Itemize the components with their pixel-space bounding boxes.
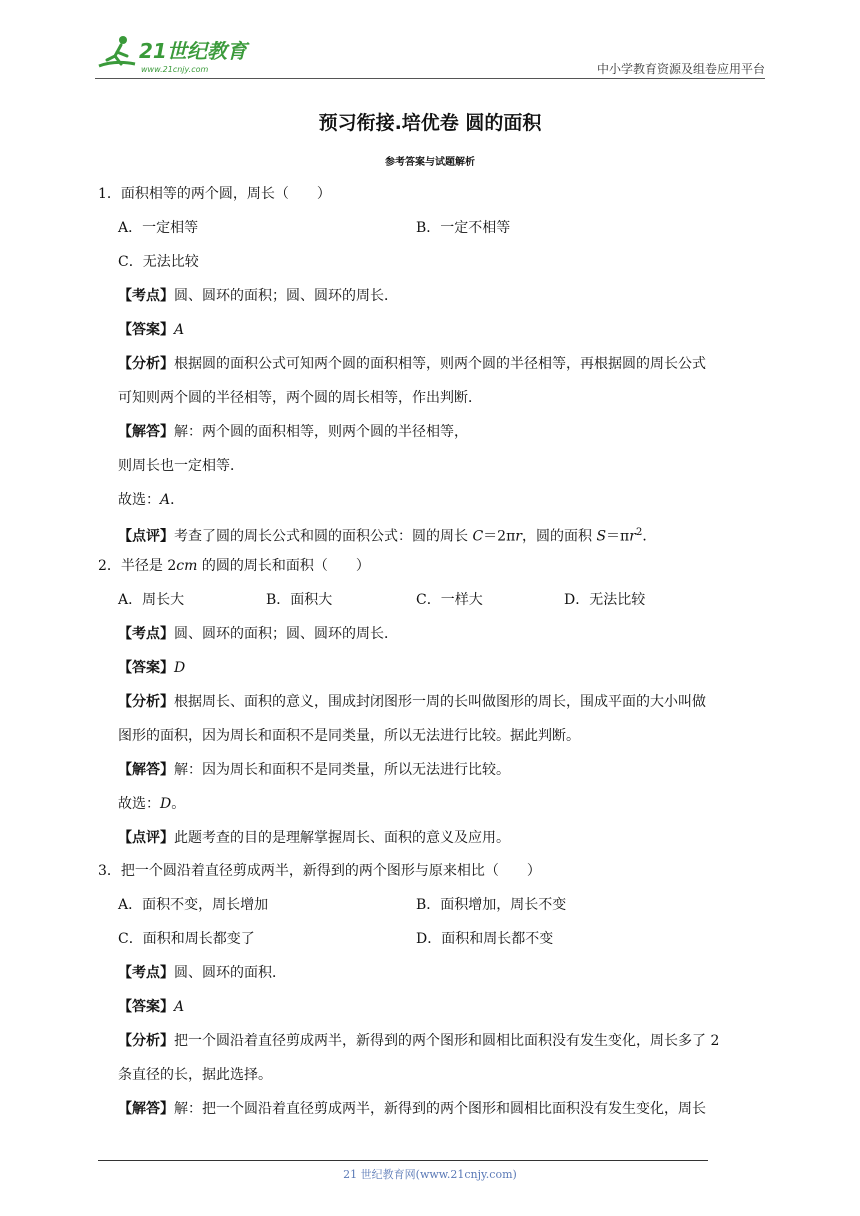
q3-option-d: D．面积和周长都不变 <box>416 931 554 947</box>
svg-text:21世纪教育: 21世纪教育 <box>139 39 247 63</box>
q3-stem: 3．把一个圆沿着直径剪成两半，新得到的两个图形与原来相比（ ） <box>98 863 541 879</box>
q1-jieda-line1: 【解答】解：两个圆的面积相等，则两个圆的半径相等， <box>118 424 468 440</box>
footer-divider <box>98 1160 708 1161</box>
q2-stem: 2．半径是 2cm 的圆的周长和面积（ ） <box>98 558 370 574</box>
q1-option-b: B．一定不相等 <box>416 220 511 236</box>
q2-option-c: C．一样大 <box>416 592 483 608</box>
q3-fenxi-line1: 【分析】把一个圆沿着直径剪成两半，新得到的两个图形和圆相比面积没有发生变化，周长多了 2 <box>118 1033 720 1049</box>
q1-guxuan: 故选：A． <box>118 492 185 508</box>
page-subtitle: 参考答案与试题解析 <box>385 157 475 168</box>
q3-option-c: C．面积和周长都变了 <box>118 931 255 947</box>
q2-option-b: B．面积大 <box>266 592 333 608</box>
q1-kaodian: 【考点】圆、圆环的面积；圆、圆环的周长． <box>118 288 398 304</box>
q1-answer: 【答案】A <box>118 322 185 338</box>
q2-fenxi-line2: 图形的面积，因为周长和面积不是同类量，所以无法进行比较。据此判断。 <box>118 728 580 744</box>
q1-fenxi-line1: 【分析】根据圆的面积公式可知两个圆的面积相等，则两个圆的半径相等，再根据圆的周长公式 <box>118 356 706 372</box>
page-header <box>95 30 765 78</box>
q1-jieda-line2: 则周长也一定相等． <box>118 458 244 474</box>
header-divider <box>95 78 765 79</box>
q3-jieda-line1: 【解答】解：把一个圆沿着直径剪成两半，新得到的两个图形和圆相比面积没有发生变化，周长 <box>118 1101 706 1117</box>
q2-answer: 【答案】D <box>118 660 186 676</box>
q3-kaodian: 【考点】圆、圆环的面积． <box>118 965 286 981</box>
q3-option-a: A．面积不变，周长增加 <box>118 897 269 913</box>
q2-fenxi-line1: 【分析】根据周长、面积的意义，围成封闭图形一周的长叫做图形的周长，围成平面的大小叫做 <box>118 694 706 710</box>
q1-dianping: 【点评】考查了圆的周长公式和圆的面积公式：圆的周长 C＝2πr，圆的面积 $S=\pi r^2$． <box>118 527 657 545</box>
q2-option-a: A．周长大 <box>118 592 185 608</box>
q1-stem: 1．面积相等的两个圆，周长（ ） <box>98 186 331 202</box>
q3-answer: 【答案】A <box>118 999 185 1015</box>
q1-option-a: A．一定相等 <box>118 220 199 236</box>
q2-kaodian: 【考点】圆、圆环的面积；圆、圆环的周长． <box>118 626 398 642</box>
q1-fenxi-line2: 可知则两个圆的半径相等，两个圆的周长相等，作出判断． <box>118 390 482 406</box>
q3-option-b: B．面积增加，周长不变 <box>416 897 567 913</box>
header-platform-text: 中小学教育资源及组卷应用平台 <box>596 62 765 76</box>
q2-dianping: 【点评】此题考查的目的是理解掌握周长、面积的意义及应用。 <box>118 830 510 846</box>
svg-text:www.21cnjy.com: www.21cnjy.com <box>141 65 209 74</box>
logo-21cnjy-icon <box>95 30 265 78</box>
q2-option-d: D．无法比较 <box>564 592 646 608</box>
page-title: 预习衔接.培优卷 圆的面积 <box>318 112 542 134</box>
q3-fenxi-line2: 条直径的长，据此选择。 <box>118 1067 272 1083</box>
q2-jieda: 【解答】解：因为周长和面积不是同类量，所以无法进行比较。 <box>118 762 510 778</box>
footer-text: 21 世纪教育网(www.21cnjy.com) <box>343 1168 517 1181</box>
q2-guxuan: 故选：D。 <box>118 796 186 812</box>
q1-option-c: C．无法比较 <box>118 254 199 270</box>
